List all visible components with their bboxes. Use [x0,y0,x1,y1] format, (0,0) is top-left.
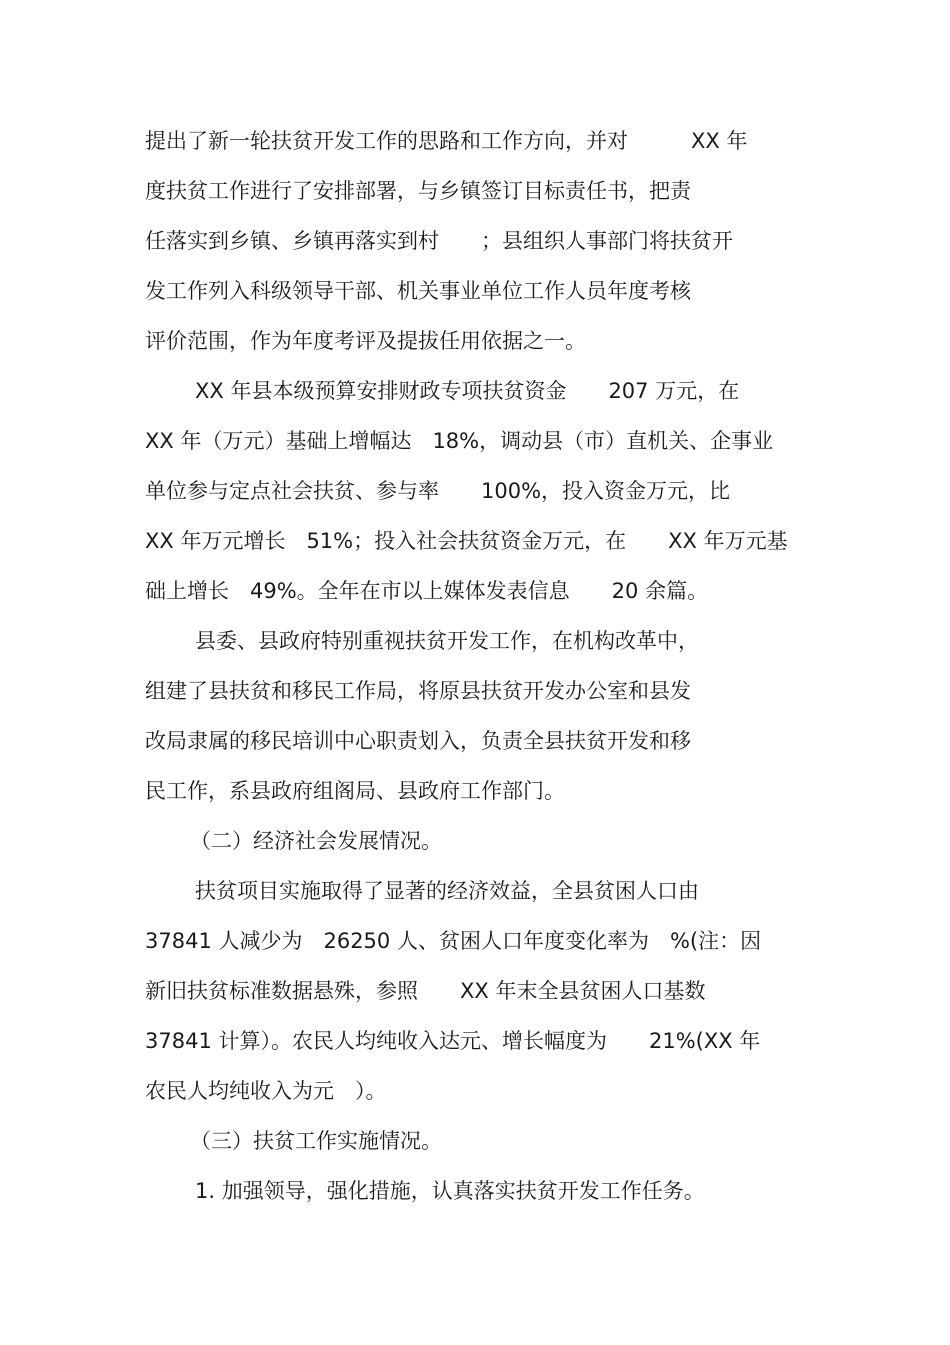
text-line: XX 年县本级预算安排财政专项扶贫资金 207 万元，在 [195,379,740,403]
text-line: 新旧扶贫标准数据悬殊，参照 XX 年末全县贫困人口基数 [145,979,706,1003]
text-line: 单位参与定点社会扶贫、参与率 100%，投入资金万元，比 [145,479,731,503]
text-line: 县委、县政府特别重视扶贫开发工作，在机构改革中， [195,629,699,653]
text-line: 发工作列入科级领导干部、机关事业单位工作人员年度考核 [145,279,691,303]
text-line: 础上增长 49%。全年在市以上媒体发表信息 20 余篇。 [145,579,709,603]
text-line: XX 年万元增长 51%；投入社会扶贫资金万元，在 XX 年万元基 [145,529,788,553]
text-line: 民工作，系县政府组阁局、县政府工作部门。 [145,779,565,803]
text-line: 农民人均纯收入为元 ）。 [145,1079,387,1103]
text-line: 扶贫项目实施取得了显著的经济效益，全县贫困人口由 [195,879,699,903]
text-line: 度扶贫工作进行了安排部署，与乡镇签订目标责任书，把责 [145,179,691,203]
text-line: XX 年（万元）基础上增幅达 18%，调动县（市）直机关、企事业 [145,429,774,453]
subsection-heading: 1. 加强领导，强化措施，认真落实扶贫开发工作任务。 [195,1179,705,1203]
section-heading: （二）经济社会发展情况。 [190,829,442,853]
text-line: 评价范围，作为年度考评及提拔任用依据之一。 [145,329,586,353]
text-line: 37841 人减少为 26250 人、贫困人口年度变化率为 %(注：因 [145,929,762,953]
text-line: 改局隶属的移民培训中心职责划入，负责全县扶贫开发和移 [145,729,691,753]
text-line: 任落实到乡镇、乡镇再落实到村 ；县组织人事部门将扶贫开 [145,229,733,253]
text-line: 组建了县扶贫和移民工作局，将原县扶贫开发办公室和县发 [145,679,691,703]
text-line: 37841 计算）。农民人均纯收入达元、增长幅度为 21%(XX 年 [145,1029,761,1053]
text-line: 提出了新一轮扶贫开发工作的思路和工作方向，并对 XX 年 [145,129,748,153]
section-heading: （三）扶贫工作实施情况。 [190,1129,442,1153]
